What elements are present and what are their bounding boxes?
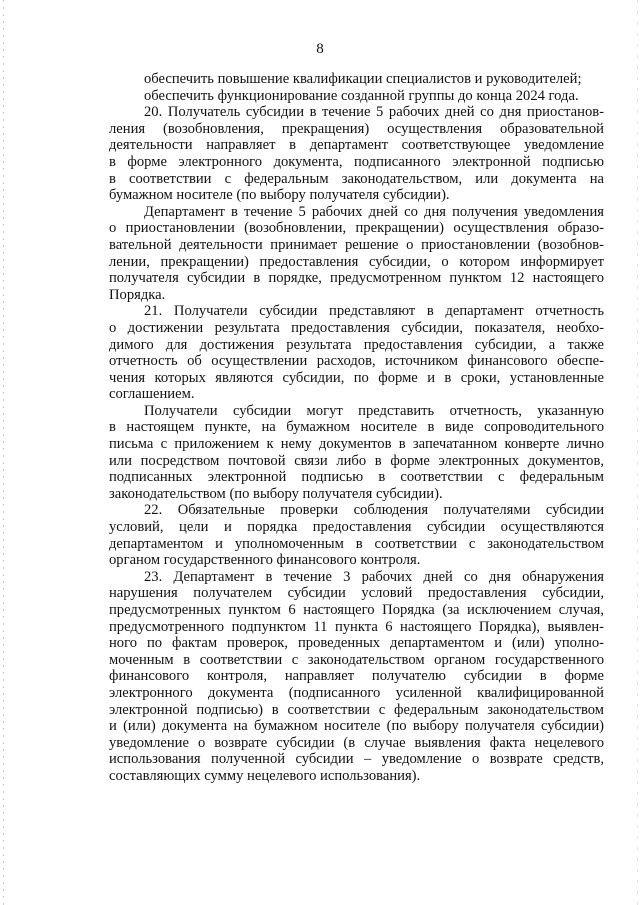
paragraph-line: в настоящем пункте, на бумажном носителе в виде сопроводительного: [109, 419, 604, 436]
paragraph-line: электронного документа (подписанного усиленной квалифицированной: [109, 684, 604, 701]
paragraph: [109, 204, 604, 304]
paragraph-line: ления (возобновления, прекращения) осуществления образовательной: [109, 120, 604, 137]
paragraph-line: обеспечить повышение квалификации специалистов и руководителей;: [144, 71, 582, 87]
paragraph-line: моченным в соответствии с законодательством органом государственного: [109, 651, 604, 668]
paragraph: [109, 71, 604, 88]
scan-edge-right: [637, 0, 638, 905]
paragraph-line: предусмотренных пунктом 6 настоящего Порядка (за исключением случая,: [109, 602, 604, 618]
paragraph: [109, 569, 604, 785]
paragraph-line: предусмотренного подпунктом 11 пункта 6 настоящего Порядка), выявлен-: [109, 618, 604, 635]
paragraph-line: бумажном носителе (по выбору получателя субсидии).: [109, 187, 450, 204]
paragraph-line: условий, цели и порядка предоставления субсидии осуществляются: [109, 519, 604, 536]
paragraph-line: димого для достижения результата предоставления субсидии, а также: [109, 336, 604, 353]
paragraph-line: законодательством (по выбору получателя субсидии).: [109, 485, 443, 502]
paragraph-line: Порядка.: [109, 286, 166, 303]
paragraph-line: подписанных электронной подписью в соответствии с федеральным: [109, 469, 604, 486]
paragraph: [109, 88, 604, 105]
page-number: 8: [316, 41, 324, 57]
paragraph-line: составляющих сумму нецелевого использования).: [109, 767, 421, 784]
paragraph-line: 21. Получатели субсидии представляют в департамент отчетность: [144, 303, 604, 320]
scan-edge-left: [3, 0, 4, 905]
paragraph-line: Департамент в течение 5 рабочих дней со дня получения уведомления: [144, 203, 604, 220]
paragraph-line: 22. Обязательные проверки соблюдения получателями субсидии: [144, 502, 604, 519]
paragraph-line: в форме электронного документа, подписанного электронной подписью: [109, 153, 604, 170]
paragraph-line: чения которых являются субсидии, по форме и в сроки, установленные: [109, 369, 604, 386]
paragraph-line: департаментом и уполномоченным в соответствии с законодательством: [109, 535, 604, 552]
paragraph-line: электронной подписью) в соответствии с федеральным законодательством: [109, 701, 604, 718]
paragraph-line: или посредством почтовой связи либо в форме электронных документов,: [109, 452, 604, 469]
paragraph-line: о приостановлении (возобновлении, прекращении) осуществления образо-: [109, 220, 604, 237]
paragraph-line: обеспечить функционирование созданной группы до конца 2024 года.: [144, 87, 579, 104]
paragraph: [109, 303, 604, 403]
paragraph-line: получателя субсидии в порядке, предусмотренном пунктом 12 настоящего: [109, 270, 604, 287]
paragraph-line: в соответствии с федеральным законодательством, или документа на: [109, 170, 604, 187]
paragraph-line: и (или) документа на бумажном носителе (по выбору получателя субсидии): [109, 718, 604, 735]
paragraph-line: вательной деятельности принимает решение о приостановлении (возобнов-: [109, 236, 604, 253]
paragraph-line: органом государственного финансового контроля.: [109, 552, 421, 569]
paragraph-line: использования полученной субсидии – уведомление о возврате средств,: [109, 751, 604, 768]
paragraph-line: Получатели субсидии могут представить отчетность, указанную: [144, 402, 604, 419]
paragraph-line: о достижении результата предоставления субсидии, показателя, необхо-: [109, 319, 604, 336]
paragraph-line: нарушения получателем субсидии условий предоставления субсидии,: [109, 585, 604, 602]
paragraph-line: письма с приложением к нему документов в запечатанном конверте лично: [109, 436, 604, 453]
paragraph-line: отчетность об осуществлении расходов, источником финансового обеспе-: [109, 353, 604, 370]
paragraph: [109, 502, 604, 568]
paragraph-line: деятельности направляет в департамент соответствующее уведомление: [109, 137, 604, 154]
paragraph-line: соглашением.: [109, 386, 195, 403]
paragraph-line: 23. Департамент в течение 3 рабочих дней со дня обнаружения: [144, 568, 604, 585]
paragraph-line: ного по фактам проверок, проведенных департаментом и (или) уполно-: [109, 635, 604, 652]
paragraph: [109, 403, 604, 503]
document-body: [109, 71, 604, 785]
paragraph-line: лении, прекращении) предоставления субсидии, о котором информирует: [109, 253, 604, 270]
paragraph-line: 20. Получатель субсидии в течение 5 рабочих дней со дня приостанов-: [144, 104, 604, 121]
paragraph: [109, 104, 604, 204]
paragraph-line: уведомление о возврате субсидии (в случае выявления факта нецелевого: [109, 734, 604, 751]
paragraph-line: финансового контроля, направляет получателю субсидии в форме: [109, 668, 604, 685]
